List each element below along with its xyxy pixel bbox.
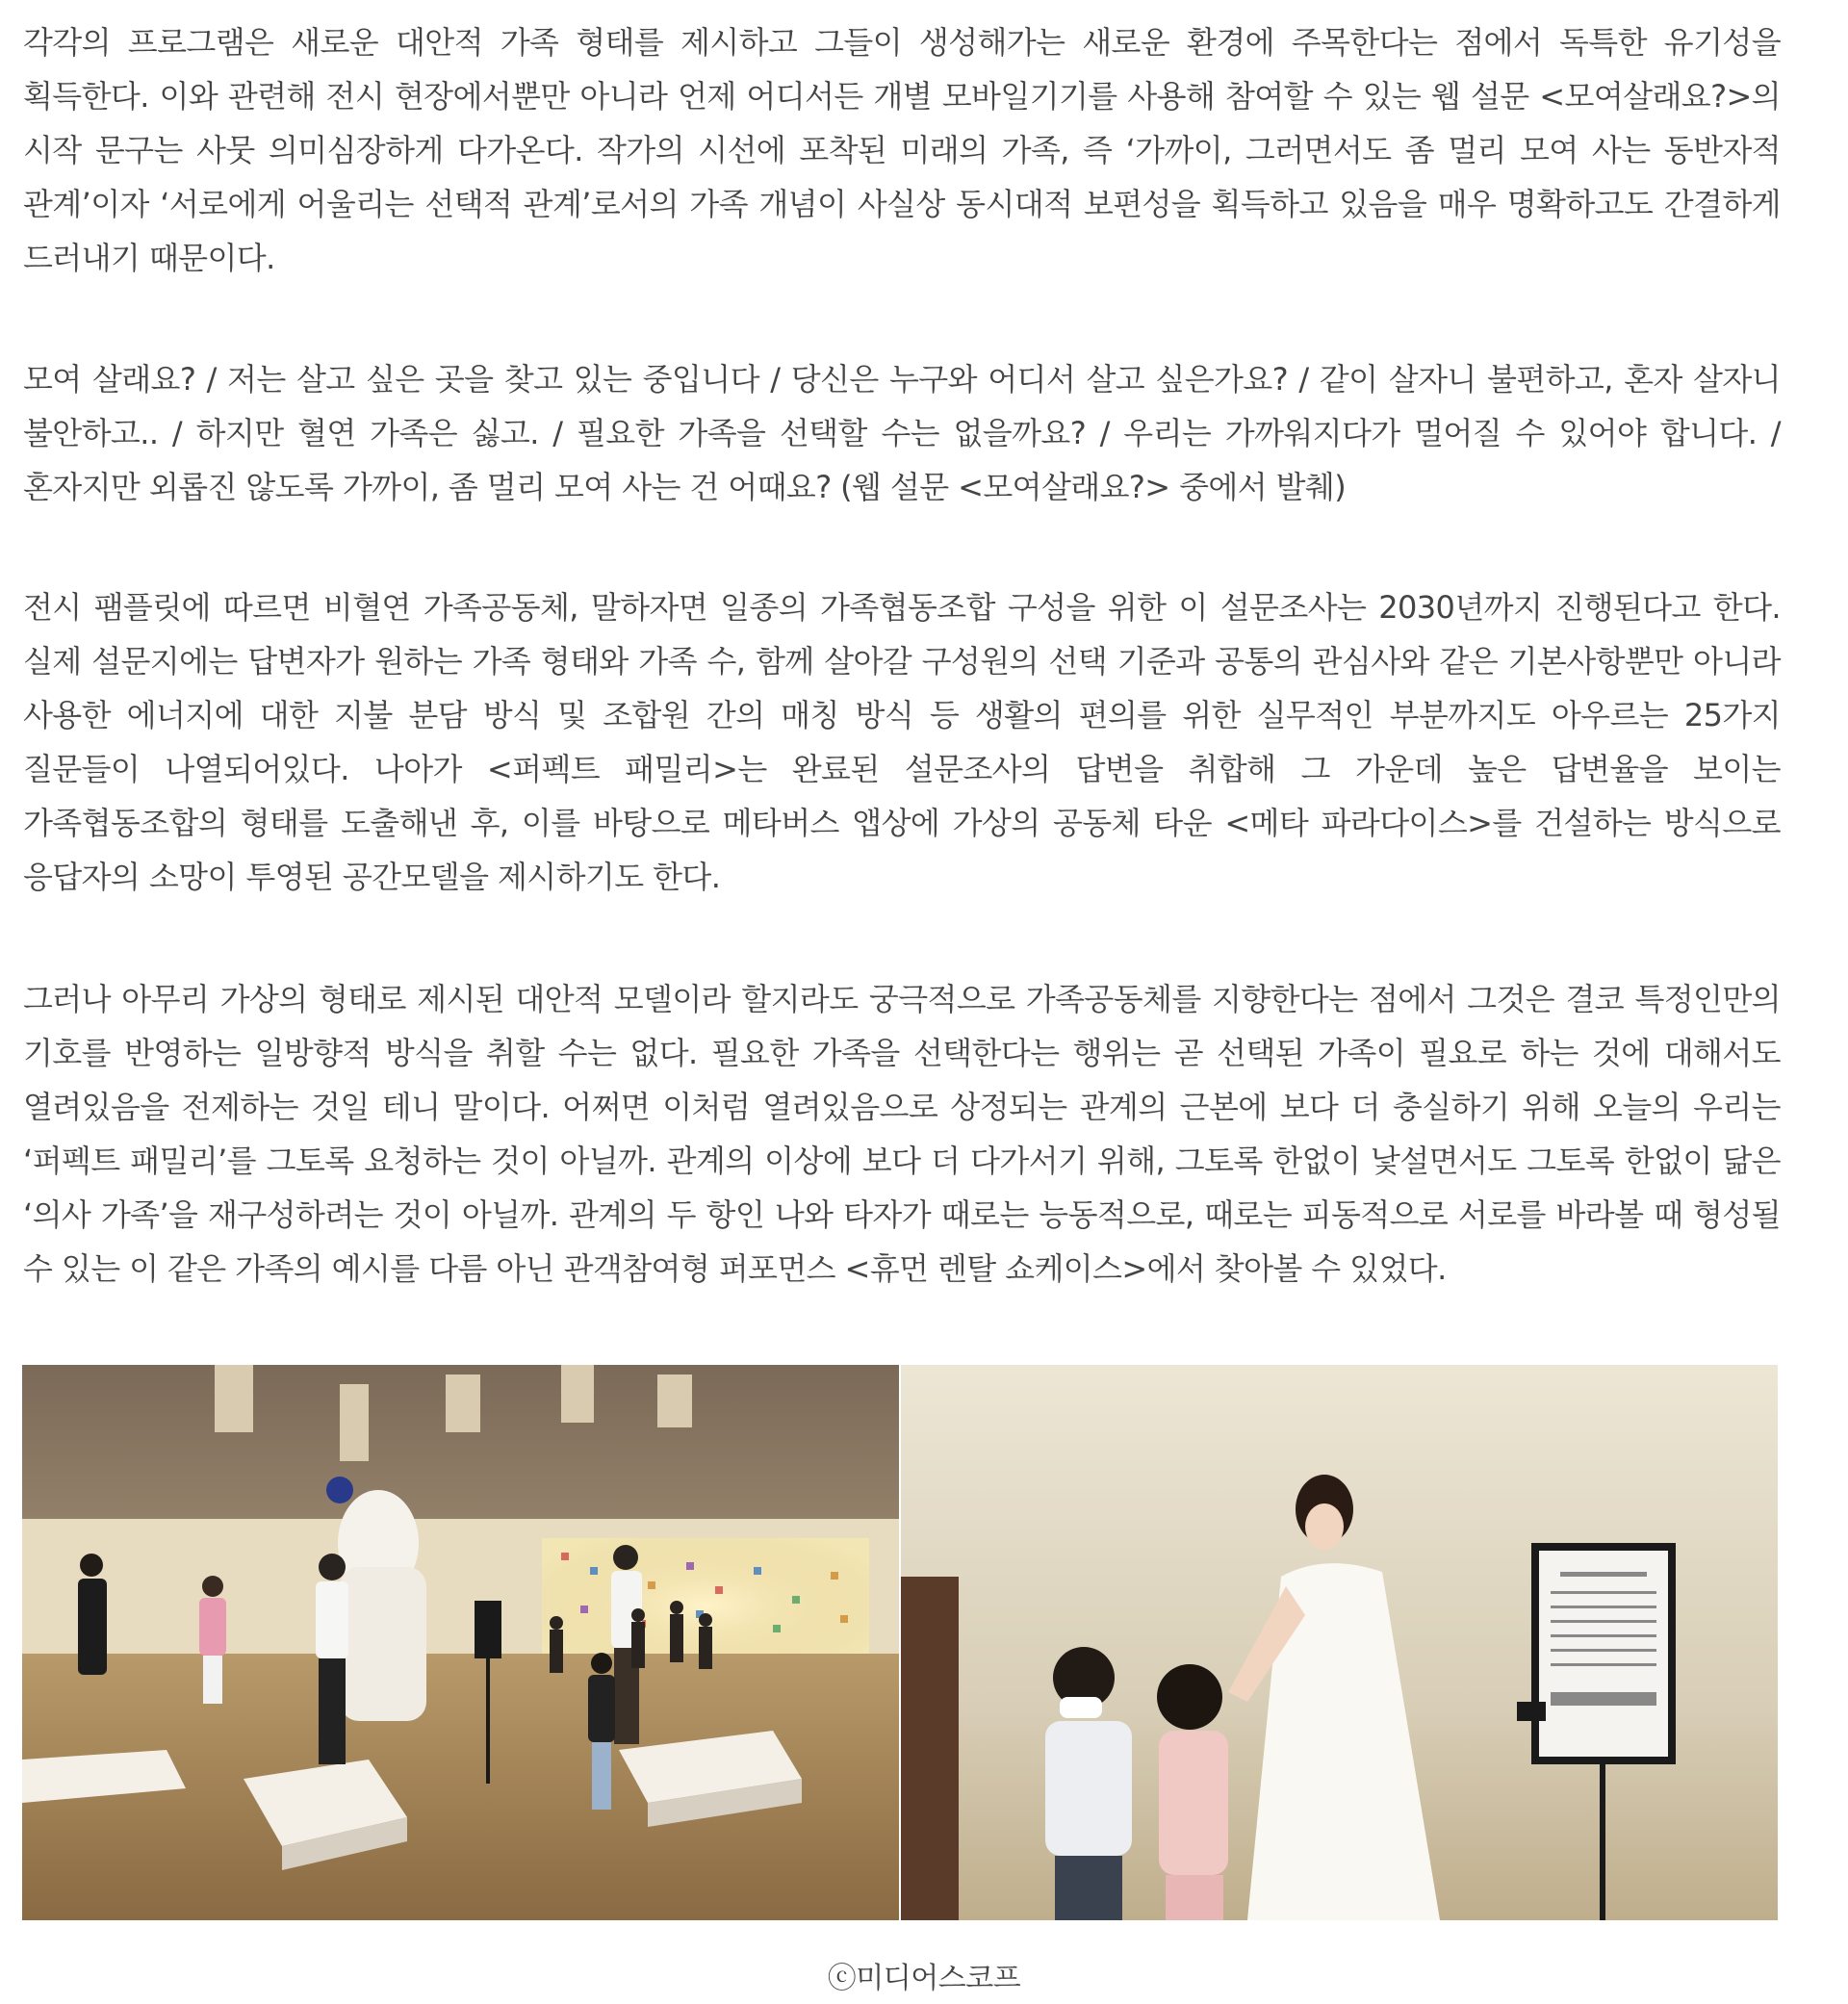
article-paragraph-2: 모여 살래요? / 저는 살고 싶은 곳을 찾고 있는 중입니다 / 당신은 누구와 어디서 살고 싶은가요? / 같이 살자니 불편하고, 혼자 살자니 불안하고.. / 하지만 혈연 가족은 싫고. / 필요한 가족을 선택할 수는 없을까요? / 우리는 가까워지다가 멀어질 수 있어야 합니다. / 혼자지만 외롭진 않도록 가까이, 좀 멀리 모여 사는 건 어때요? (웹 설문 <모여살래요?> 중에서 발췌) — [23, 361, 1781, 505]
human-rental-showcase-photo — [901, 1365, 1778, 1920]
article-paragraph-4: 그러나 아무리 가상의 형태로 제시된 대안적 모델이라 할지라도 궁극적으로 가족공동체를 지향한다는 점에서 그것은 결코 특정인만의 기호를 반영하는 일방향적 방식을 취할 수는 없다. 필요한 가족을 선택한다는 행위는 곧 선택된 가족이 필요로 하는 것에 대해서도 열려있음을 전제하는 것일 테니 말이다. 어쩌면 이처럼 열려있음으로 상정되는 관계의 근본에 보다 더 충실하기 위해 오늘의 우리는 ‘퍼펙트 패밀리’를 그토록 요청하는 것이 아닐까. 관계의 이상에 보다 더 다가서기 위해, 그토록 한없이 낯설면서도 그토록 한없이 닮은 ‘의사 가족’을 재구성하려는 것이 아닐까. 관계의 두 항인 나와 타자가 때로는 능동적으로, 때로는 피동적으로 서로를 바라볼 때 형성될 수 있는 이 같은 가족의 예시를 다름 아닌 관객참여형 퍼포먼스 <휴먼 렌탈 쇼케이스>에서 찾아볼 수 있었다. — [23, 981, 1781, 1287]
article-figure — [22, 1365, 1778, 1920]
article-paragraph-3: 전시 팸플릿에 따르면 비혈연 가족공동체, 말하자면 일종의 가족협동조합 구성을 위한 이 설문조사는 2030년까지 진행된다고 한다. 실제 설문지에는 답변자가 원하는 가족 형태와 가족 수, 함께 살아갈 구성원의 선택 기준과 공통의 관심사와 같은 기본사항뿐만 아니라 사용한 에너지에 대한 지불 분담 방식 및 조합원 간의 매칭 방식 등 생활의 편의를 위한 실무적인 부분까지도 아우르는 25가지 질문들이 나열되어있다. 나아가 <퍼펙트 패밀리>는 완료된 설문조사의 답변을 취합해 그 가운데 높은 답변율을 보이는 가족협동조합의 형태를 도출해낸 후, 이를 바탕으로 메타버스 앱상에 가상의 공동체 타운 <메타 파라다이스>를 건설하는 방식으로 응답자의 소망이 투영된 공간모델을 제시하기도 한다. — [23, 589, 1781, 895]
exhibition-hall-photo — [22, 1365, 899, 1920]
photo-caption: ⓒ미디어스코프 — [827, 1962, 1021, 1995]
article-paragraph-1: 각각의 프로그램은 새로운 대안적 가족 형태를 제시하고 그들이 생성해가는 새로운 환경에 주목한다는 점에서 독특한 유기성을 획득한다. 이와 관련해 전시 현장에서뿐만 아니라 언제 어디서든 개별 모바일기기를 사용해 참여할 수 있는 웹 설문 <모여살래요?>의 시작 문구는 사뭇 의미심장하게 다가온다. 작가의 시선에 포착된 미래의 가족, 즉 ‘가까이, 그러면서도 좀 멀리 모여 사는 동반자적 관계’이자 ‘서로에게 어울리는 선택적 관계’로서의 가족 개념이 사실상 동시대적 보편성을 획득하고 있음을 매우 명확하고도 간결하게 드러내기 때문이다. — [23, 24, 1781, 276]
